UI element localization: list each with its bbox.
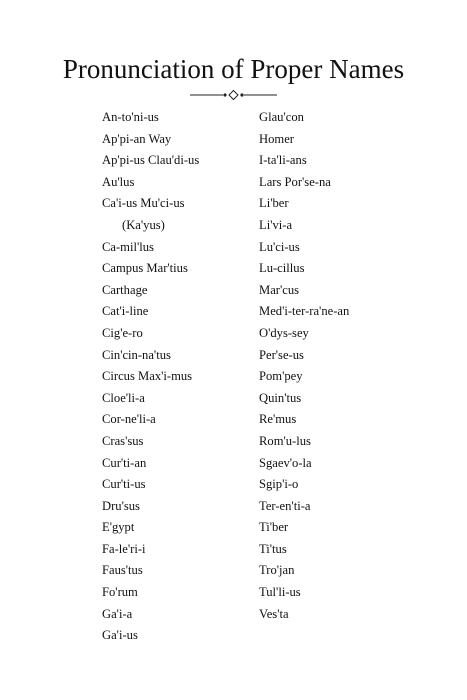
right-name-column	[259, 107, 349, 625]
name-entry: Lu-cillus	[259, 261, 305, 276]
name-entry: Ap'pi-us Clau'di-us	[102, 153, 200, 168]
name-entry: Faus'tus	[102, 563, 143, 578]
name-entry-alt-pronunciation: (Ka'yus)	[122, 217, 165, 232]
name-entry: Cor-ne'li-a	[102, 412, 156, 427]
name-entry: Fa-le'ri-i	[102, 541, 146, 556]
name-entry: Ves'ta	[259, 606, 289, 621]
name-entry: Circus Max'i-mus	[102, 369, 193, 384]
name-entry: Mar'cus	[259, 282, 300, 297]
name-entry: Ga'i-a	[102, 606, 133, 621]
name-entry: Quin'tus	[259, 390, 302, 405]
name-entry: Au'lus	[102, 174, 135, 189]
left-name-column	[102, 107, 199, 647]
name-entry: Tro'jan	[259, 563, 295, 578]
name-entry: Cat'i-line	[102, 304, 149, 319]
name-entry: Lu'ci-us	[259, 239, 300, 254]
name-entry: Ti'tus	[259, 541, 287, 556]
name-entry: Ap'pi-an Way	[102, 131, 172, 146]
name-entry: Sgip'i-o	[259, 477, 299, 492]
name-entry: Cur'ti-us	[102, 477, 146, 492]
name-entry: Pom'pey	[259, 369, 303, 384]
name-entry: Fo'rum	[102, 585, 138, 600]
name-entry: Cur'ti-an	[102, 455, 147, 470]
name-entry: E'gypt	[102, 520, 135, 535]
name-entry: Ca-mil'lus	[102, 239, 154, 254]
page-title: Pronunciation of Proper Names	[62, 54, 405, 84]
name-entry: Ter-en'ti-a	[259, 498, 311, 513]
name-entry: Dru'sus	[102, 498, 140, 513]
name-entry: Carthage	[102, 282, 148, 297]
name-entry: Lars Por'se-na	[259, 174, 331, 189]
name-entry: Tul'li-us	[259, 585, 301, 600]
name-entry: Li'vi-a	[259, 217, 293, 232]
ornament-divider-icon	[190, 89, 277, 101]
name-entry: I-ta'li-ans	[259, 153, 307, 168]
name-entry: Ga'i-us	[102, 628, 138, 643]
name-entry: An-to'ni-us	[102, 110, 159, 124]
name-entry: Cin'cin-na'tus	[102, 347, 171, 362]
name-entry: Med'i-ter-ra'ne-an	[259, 304, 350, 319]
name-entry: Re'mus	[259, 412, 297, 427]
name-entry: Campus Mar'tius	[102, 261, 188, 276]
name-entry: Ca'i-us Mu'ci-us	[102, 196, 185, 211]
name-entry: Cras'sus	[102, 433, 144, 448]
name-entry: Cig'e-ro	[102, 325, 143, 340]
name-entry: Homer	[259, 131, 294, 146]
name-entry: Li'ber	[259, 196, 289, 211]
name-entry: Glau'con	[259, 110, 304, 124]
name-entry: Per'se-us	[259, 347, 304, 362]
name-entry: Rom'u-lus	[259, 433, 311, 448]
name-entry: O'dys-sey	[259, 325, 309, 340]
name-entry: Cloe'li-a	[102, 390, 145, 405]
name-entry: Ti'ber	[259, 520, 289, 535]
name-entry: Sgaev'o-la	[259, 455, 312, 470]
